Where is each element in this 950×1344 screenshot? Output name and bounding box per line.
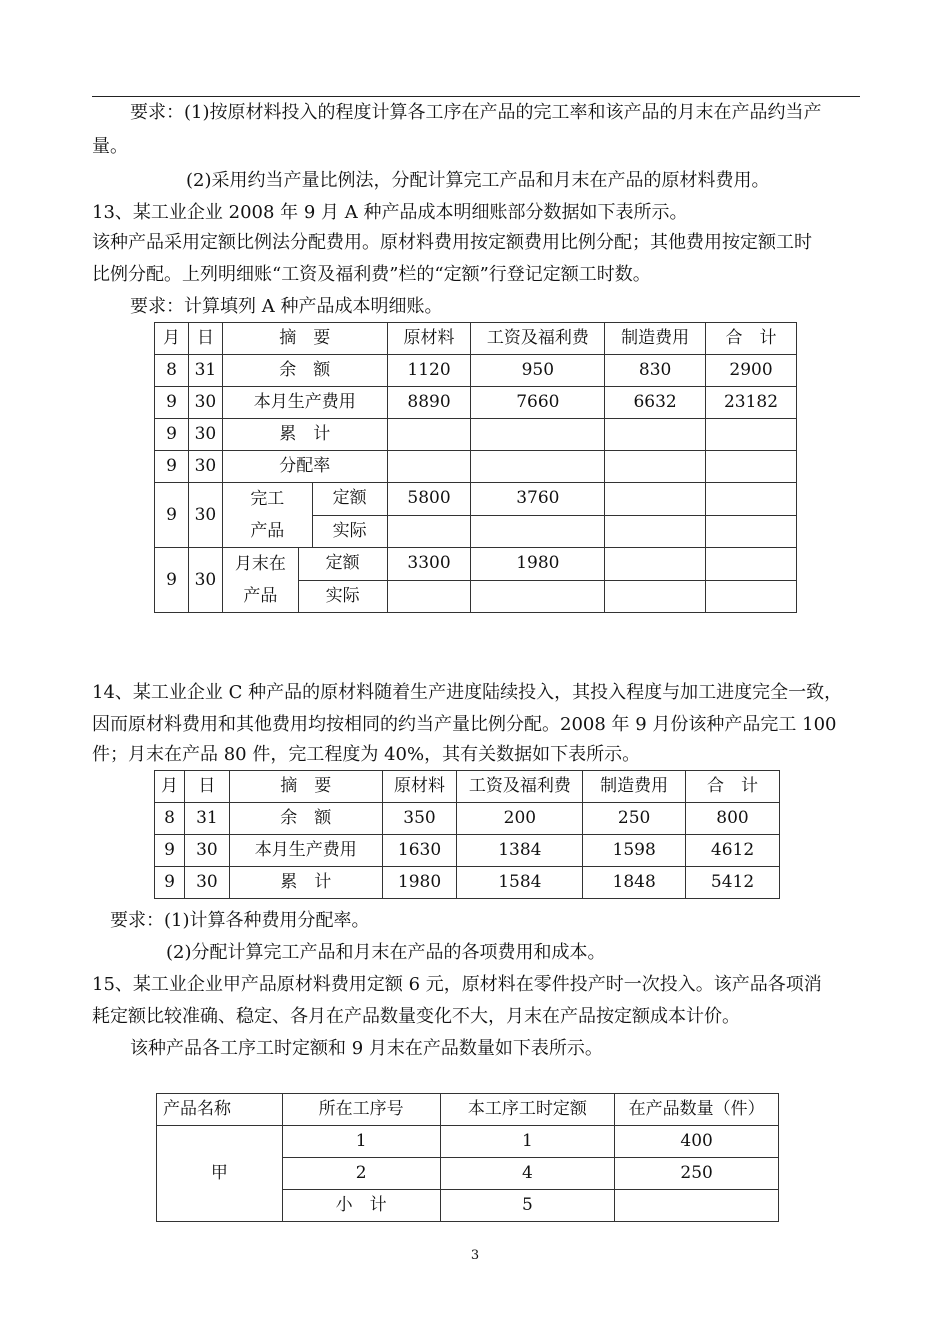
table-cell: 累 计 [222, 419, 387, 451]
header-cell: 摘 要 [229, 771, 382, 803]
header-cell: 月 [155, 771, 185, 803]
header-cell: 制造费用 [583, 771, 686, 803]
table-cell: 31 [184, 803, 229, 835]
header-cell: 合 计 [706, 323, 797, 355]
table-cell: 1630 [382, 835, 457, 867]
table-cell: 实际 [312, 515, 387, 548]
header-cell: 在产品数量（件） [615, 1094, 779, 1126]
table-cell [605, 419, 706, 451]
table-row [155, 355, 797, 387]
text-line: 要求：(1)计算各种费用分配率。 [110, 910, 370, 931]
table-cell [471, 580, 605, 613]
table-cell [615, 1190, 779, 1222]
table-cell [387, 580, 471, 613]
table-header-row [157, 1094, 779, 1126]
table-cell: 定额 [312, 483, 387, 516]
table-cell: 余 额 [229, 803, 382, 835]
text-line: 要求：(1)按原材料投入的程度计算各工序在产品的完工率和该产品的月末在产品约当产 [130, 102, 822, 123]
table-cell: 6632 [605, 387, 706, 419]
table-cell: 830 [605, 355, 706, 387]
page-number: 3 [470, 1248, 480, 1263]
table-cell: 4612 [686, 835, 780, 867]
table-cell [605, 515, 706, 548]
header-cell: 摘 要 [222, 323, 387, 355]
header-cell: 日 [184, 771, 229, 803]
table-cell: 250 [615, 1158, 779, 1190]
table-cell: 950 [471, 355, 605, 387]
table-cell [706, 419, 797, 451]
table-cell: 1 [440, 1126, 615, 1158]
text-line: 因而原材料费用和其他费用均按相同的约当产量比例分配。2008 年 9 月份该种产品完工 100 [92, 714, 837, 735]
text-line: 耗定额比较准确、稳定、各月在产品数量变化不大，月末在产品按定额成本计价。 [92, 1006, 740, 1027]
process-hours-table [156, 1093, 779, 1222]
table-cell: 2900 [706, 355, 797, 387]
table-cell: 30 [188, 451, 222, 483]
table-cell [387, 515, 471, 548]
table-cell [605, 580, 706, 613]
table-cell: 1120 [387, 355, 471, 387]
table-header-row [155, 323, 797, 355]
table-cell: 31 [188, 355, 222, 387]
table-cell [471, 419, 605, 451]
table-cell [706, 515, 797, 548]
table-cell: 8 [155, 355, 189, 387]
table-cell: 8 [155, 803, 185, 835]
header-cell: 合 计 [686, 771, 780, 803]
table-cell: 2 [282, 1158, 440, 1190]
header-cell: 本工序工时定额 [440, 1094, 615, 1126]
table-row [155, 451, 797, 483]
table-header-row [155, 771, 780, 803]
table-cell: 本月生产费用 [222, 387, 387, 419]
table-cell: 分配率 [222, 451, 387, 483]
table-cell: 350 [382, 803, 457, 835]
table-cell: 定额 [298, 548, 387, 581]
table-cell [605, 483, 706, 516]
table-cell [706, 580, 797, 613]
header-cell: 月 [155, 323, 189, 355]
table-cell: 30 [184, 867, 229, 899]
table-cell [471, 515, 605, 548]
table-cell: 9 [155, 419, 189, 451]
table-cell: 5412 [686, 867, 780, 899]
table-cell: 23182 [706, 387, 797, 419]
text-line: 比例分配。上列明细账“工资及福利费”栏的“定额”行登记定额工时数。 [92, 264, 651, 285]
table-cell: 1 [282, 1126, 440, 1158]
table-cell: 9 [155, 867, 185, 899]
table-row [155, 387, 797, 419]
table-cell: 9 [155, 387, 189, 419]
table-cell: 1980 [471, 548, 605, 581]
header-cell: 原材料 [382, 771, 457, 803]
text-line: 13、某工业企业 2008 年 9 月 A 种产品成本明细账部分数据如下表所示。 [92, 202, 688, 223]
group-label-line: 完工 [250, 489, 285, 509]
table-cell: 30 [188, 483, 222, 548]
table-row [157, 1126, 779, 1158]
table-cell: 余 额 [222, 355, 387, 387]
text-line: 14、某工业企业 C 种产品的原材料随着生产进度陆续投入，其投入程度与加工进度完全一致， [92, 682, 843, 703]
table-cell: 1848 [583, 867, 686, 899]
header-rule [92, 96, 860, 97]
group-label-line: 产品 [250, 521, 285, 541]
text-line: (2)分配计算完工产品和月末在产品的各项费用和成本。 [166, 942, 606, 963]
text-line: 该种产品采用定额比例法分配费用。原材料费用按定额费用比例分配；其他费用按定额工时 [92, 232, 812, 253]
table-cell: 本月生产费用 [229, 835, 382, 867]
table-cell: 9 [155, 548, 189, 613]
table-row [155, 548, 797, 581]
group-label-cell [222, 548, 298, 613]
table-cell [605, 451, 706, 483]
table-cell: 7660 [471, 387, 605, 419]
table-cell: 1980 [382, 867, 457, 899]
table-cell: 400 [615, 1126, 779, 1158]
table-cell [706, 483, 797, 516]
text-line: (2)采用约当产量比例法，分配计算完工产品和月末在产品的原材料费用。 [186, 170, 770, 191]
cost-ledger-table-c [154, 770, 780, 899]
table-cell [471, 451, 605, 483]
table-cell: 9 [155, 835, 185, 867]
table-cell: 250 [583, 803, 686, 835]
header-cell: 原材料 [387, 323, 471, 355]
group-label-cell [222, 483, 312, 548]
group-label-line: 月末在 [234, 554, 286, 574]
table-cell [387, 419, 471, 451]
table-cell: 30 [188, 548, 222, 613]
table-cell: 3760 [471, 483, 605, 516]
cost-ledger-table-a [154, 322, 797, 613]
table-row [155, 419, 797, 451]
table-cell: 1384 [457, 835, 583, 867]
table-cell: 9 [155, 483, 189, 548]
table-row [155, 803, 780, 835]
table-cell: 1584 [457, 867, 583, 899]
text-line: 量。 [92, 136, 128, 157]
table-row [155, 483, 797, 516]
header-cell: 所在工序号 [282, 1094, 440, 1126]
table-cell: 5800 [387, 483, 471, 516]
table-cell: 30 [184, 835, 229, 867]
text-line: 该种产品各工序工时定额和 9 月末在产品数量如下表所示。 [130, 1038, 603, 1059]
text-line: 15、某工业企业甲产品原材料费用定额 6 元，原材料在零件投产时一次投入。该产品各项消 [92, 974, 822, 995]
table-cell: 5 [440, 1190, 615, 1222]
table-cell: 200 [457, 803, 583, 835]
table-cell: 小 计 [282, 1190, 440, 1222]
table-cell: 30 [188, 387, 222, 419]
table-cell: 9 [155, 451, 189, 483]
header-cell: 制造费用 [605, 323, 706, 355]
group-label-line: 产品 [243, 586, 278, 606]
table-row [155, 867, 780, 899]
table-cell [387, 451, 471, 483]
header-cell: 工资及福利费 [457, 771, 583, 803]
table-cell: 实际 [298, 580, 387, 613]
header-cell: 工资及福利费 [471, 323, 605, 355]
table-cell: 3300 [387, 548, 471, 581]
table-cell [706, 548, 797, 581]
table-cell: 4 [440, 1158, 615, 1190]
table-row [155, 835, 780, 867]
table-cell: 8890 [387, 387, 471, 419]
table-cell [605, 548, 706, 581]
table-cell: 30 [188, 419, 222, 451]
table-cell: 累 计 [229, 867, 382, 899]
text-line: 件；月末在产品 80 件，完工程度为 40%，其有关数据如下表所示。 [92, 744, 641, 765]
product-name-cell: 甲 [157, 1126, 283, 1222]
table-cell: 800 [686, 803, 780, 835]
header-cell: 日 [188, 323, 222, 355]
table-cell: 1598 [583, 835, 686, 867]
text-line: 要求：计算填列 A 种产品成本明细账。 [130, 296, 443, 317]
table-cell [706, 451, 797, 483]
header-cell: 产品名称 [157, 1094, 283, 1126]
